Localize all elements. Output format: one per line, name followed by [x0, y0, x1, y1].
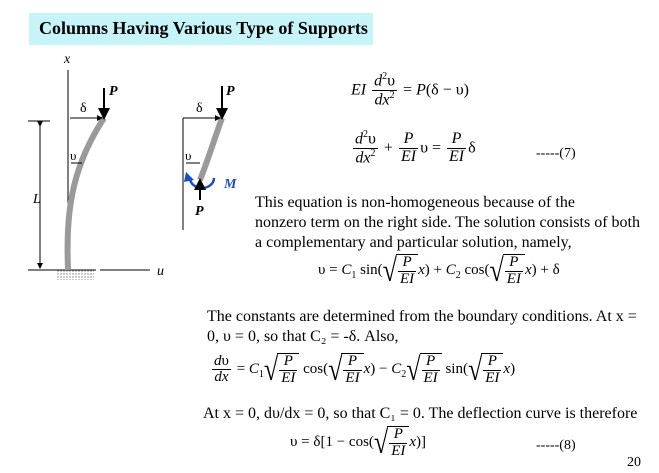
bottom-load-label: P	[195, 204, 204, 219]
left-load-label: P	[109, 84, 118, 99]
paragraph-2	[207, 307, 637, 347]
equation-7-tag: -----(7)	[536, 146, 576, 161]
page-number: 20	[627, 455, 641, 470]
paragraph-3-line-1: At x = 0, dυ/dx = 0, so that C₁ = 0. The deflection curve is therefore	[203, 405, 638, 422]
left-upsilon: υ	[70, 148, 77, 163]
L-label: L	[33, 192, 41, 207]
equation-derivative: $\frac{d\upsilon}{dx}$ = $C_1√$ $\frac{P}{EI}$ cos(√ $\frac{P}{EI}$ $x) - C_2√$ $\frac{P}{EI}$ sin(√ $\frac{P}{EI}$ x)	[214, 351, 516, 388]
equation-top: EI $\frac{d^2\upsilon}{dx^2}$ = P(δ − υ)	[351, 71, 469, 109]
paragraph-1-line-1: This equation is non-homogeneous because of the	[255, 194, 575, 211]
paragraph-3	[203, 404, 637, 424]
equation-8-tag: -----(8)	[536, 438, 576, 453]
moment-arrowhead	[184, 172, 194, 182]
paragraph-1	[255, 193, 640, 253]
paragraph-1-line-3: a complementary and particular solution, namely,	[255, 234, 572, 251]
equation-7: $\frac{d^2\upsilon}{dx^2}$ + $\frac{P}{EI}$ υ = $\frac{P}{EI}$ δ	[355, 129, 476, 167]
paragraph-2-line-2: 0, υ = 0, so that C₂ = -δ. Also,	[207, 328, 399, 345]
right-load-label: P	[226, 84, 235, 99]
right-upsilon: υ	[185, 148, 192, 163]
right-delta: δ	[196, 101, 203, 116]
u-axis-label: u	[157, 264, 164, 279]
ground-hatch	[56, 270, 94, 280]
left-delta: δ	[80, 101, 87, 116]
slide-title: Columns Having Various Type of Supports	[39, 18, 368, 38]
moment-label: M	[224, 177, 237, 192]
right-column	[200, 118, 222, 180]
equation-solution: $\upsilon = C_1$ sin(√ $\frac{P}{EI}$ $x) + C_2$ cos(√ $\frac{P}{EI}$ x) + δ	[318, 252, 560, 289]
left-column	[68, 118, 104, 270]
equation-8: υ = δ[1 − cos(√ $\frac{P}{EI}$ x)]	[290, 424, 427, 461]
paragraph-2-line-1: The constants are determined from the boundary conditions. At x =	[207, 308, 637, 325]
x-axis-label: x	[64, 52, 71, 67]
paragraph-1-line-2: nonzero term on the right side. The solution consists of both	[255, 214, 640, 231]
